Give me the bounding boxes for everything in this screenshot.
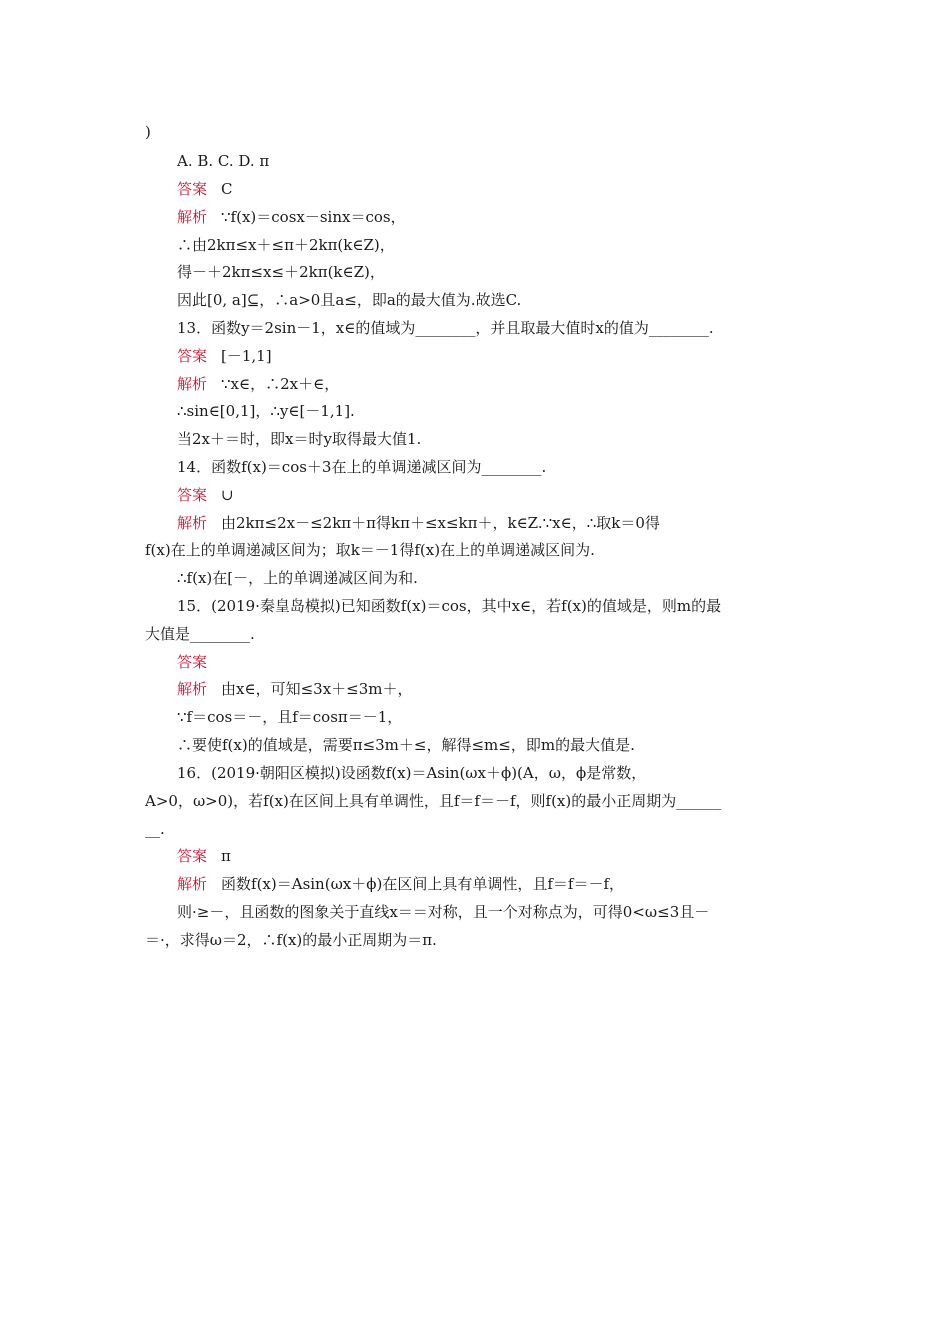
- analysis-line: 解析 ∵f(x)＝cosx－sinx＝cos，: [177, 208, 406, 226]
- answer-line: [177, 652, 221, 672]
- text-line: A>0，ω>0)，若f(x)在区间上具有单调性，且f＝f＝－f，则f(x)的最小正周期为______: [145, 792, 722, 810]
- text-line: ＝·，求得ω＝2，∴f(x)的最小正周期为＝π.: [145, 931, 437, 949]
- text-line: ∴由2kπ≤x＋≤π＋2kπ(k∈Z)，: [177, 236, 395, 254]
- answer-line: 答案 ∪: [177, 486, 234, 504]
- analysis-label: 解析: [177, 875, 208, 893]
- question-13: 13．函数y＝2sin－1，x∈的值域为________，并且取最大值时x的值为________.: [177, 319, 714, 337]
- text-line: 因此[0, a]⊆，∴a>0且a≤，即a的最大值为.故选C.: [177, 291, 522, 309]
- question-15: 15．(2019·秦皇岛模拟)已知函数f(x)＝cos，其中x∈，若f(x)的值域是，则m的最: [177, 597, 722, 615]
- answer-label: 答案: [177, 347, 208, 365]
- analysis-label: 解析: [177, 208, 208, 226]
- text-line: 得－＋2kπ≤x≤＋2kπ(k∈Z)，: [177, 263, 385, 281]
- analysis-line: 解析 ∵x∈，∴2x＋∈，: [177, 375, 340, 393]
- answer-label: 答案: [177, 180, 208, 198]
- text-line: ∴sin∈[0,1]，∴y∈[－1,1].: [177, 402, 355, 420]
- analysis-label: 解析: [177, 680, 208, 698]
- text-line: ∵f＝cos＝－，且f＝cosπ＝－1，: [177, 708, 403, 726]
- text-line: ∴f(x)在[－，上的单调递减区间为和.: [177, 569, 418, 587]
- text-line: __.: [145, 820, 165, 838]
- text-line: 大值是________.: [145, 625, 255, 643]
- answer-line: 答案 π: [177, 847, 231, 865]
- text-line: 则·≥－，且函数的图象关于直线x＝＝对称，且一个对称点为，可得0<ω≤3且－: [177, 903, 710, 921]
- text-line: 当2x＋＝时，即x＝时y取得最大值1.: [177, 430, 422, 448]
- analysis-label: 解析: [177, 375, 208, 393]
- text-line: ∴要使f(x)的值域是，需要π≤3m＋≤，解得≤m≤，即m的最大值是.: [177, 736, 635, 754]
- answer-line: 答案 [－1,1]: [177, 347, 272, 365]
- options-line: A. B. C. D. π: [177, 152, 270, 170]
- analysis-line: 解析 由2kπ≤2x－≤2kπ＋π得kπ＋≤x≤kπ＋，k∈Z.∵x∈，∴取k＝0得: [177, 514, 660, 532]
- answer-line: 答案 C: [177, 180, 233, 198]
- question-14: 14．函数f(x)＝cos＋3在上的单调递减区间为________.: [177, 458, 547, 476]
- answer-label: 答案: [177, 653, 208, 671]
- text-line: f(x)在上的单调递减区间为；取k＝－1得f(x)在上的单调递减区间为.: [145, 541, 595, 559]
- text-line: ): [145, 123, 151, 141]
- analysis-line: 解析 由x∈，可知≤3x＋≤3m＋，: [177, 680, 413, 698]
- question-16: 16．(2019·朝阳区模拟)设函数f(x)＝Asin(ωx＋ϕ)(A，ω，ϕ是常数，: [177, 764, 647, 782]
- analysis-label: 解析: [177, 514, 208, 532]
- answer-label: 答案: [177, 486, 208, 504]
- analysis-line: 解析 函数f(x)＝Asin(ωx＋ϕ)在区间上具有单调性，且f＝f＝－f，: [177, 875, 624, 893]
- answer-label: 答案: [177, 847, 208, 865]
